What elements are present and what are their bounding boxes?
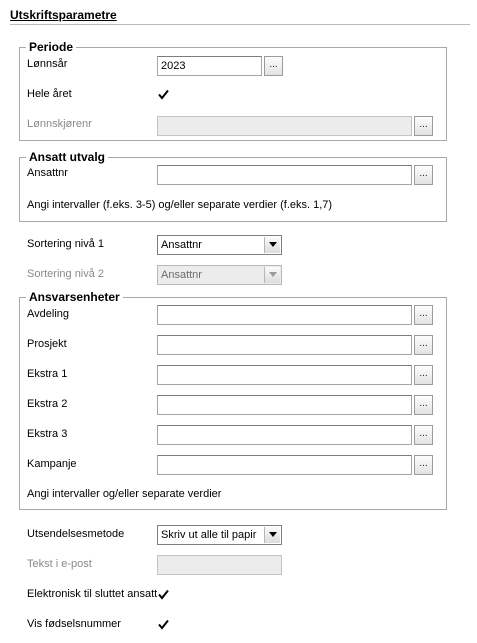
ekstra1-input[interactable] <box>157 365 412 385</box>
epost-input[interactable] <box>157 555 282 575</box>
sortering-niva1-select[interactable] <box>157 235 282 255</box>
hele-aret-label: Hele året <box>27 88 72 100</box>
avdeling-input[interactable] <box>157 305 412 325</box>
avdeling-browse-button[interactable]: ... <box>414 305 433 325</box>
periode-legend: Periode <box>29 40 74 54</box>
sortering-niva2-select[interactable] <box>157 265 282 285</box>
page-title: Utskriftsparametre <box>10 8 117 22</box>
prosjekt-label: Prosjekt <box>27 338 67 350</box>
ekstra1-label: Ekstra 1 <box>27 368 68 380</box>
sortering-niva1-value: Ansattnr <box>161 239 202 251</box>
sortering-niva2-label: Sortering nivå 2 <box>27 268 105 280</box>
ekstra3-browse-button[interactable]: ... <box>414 425 433 445</box>
lonnsar-browse-button[interactable]: ... <box>264 56 283 76</box>
ekstra3-label: Ekstra 3 <box>27 428 68 440</box>
ansatt-legend: Ansatt utvalg <box>29 150 106 164</box>
chevron-down-icon <box>264 237 280 253</box>
hele-aret-checkbox[interactable] <box>157 88 170 101</box>
prosjekt-input[interactable] <box>157 335 412 355</box>
chevron-down-icon <box>264 267 280 283</box>
ekstra2-input[interactable] <box>157 395 412 415</box>
ansvar-hint: Angi intervaller og/eller separate verdier <box>27 488 222 500</box>
avdeling-label: Avdeling <box>27 308 69 320</box>
ansattnr-label: Ansattnr <box>27 167 68 179</box>
kampanje-input[interactable] <box>157 455 412 475</box>
ekstra2-browse-button[interactable]: ... <box>414 395 433 415</box>
utsendelsesmetode-label: Utsendelsesmetode <box>27 528 125 540</box>
ansatt-hint: Angi intervaller (f.eks. 3-5) og/eller separate verdier (f.eks. 1,7) <box>27 199 333 211</box>
utsendelsesmetode-select[interactable] <box>157 525 282 545</box>
elektronisk-checkbox[interactable] <box>157 588 170 601</box>
section-header <box>10 8 470 25</box>
lonnsar-label: Lønnsår <box>27 58 68 70</box>
ansattnr-input[interactable] <box>157 165 412 185</box>
ekstra1-browse-button[interactable]: ... <box>414 365 433 385</box>
lonnskjorenr-label: Lønnskjørenr <box>27 118 92 130</box>
sortering-niva2-value: Ansattnr <box>161 269 202 281</box>
utsendelsesmetode-value: Skriv ut alle til papir <box>161 529 257 541</box>
lonnskjorenr-input[interactable] <box>157 116 412 136</box>
kampanje-label: Kampanje <box>27 458 77 470</box>
fodselsnummer-checkbox[interactable] <box>157 618 170 631</box>
kampanje-browse-button[interactable]: ... <box>414 455 433 475</box>
fodselsnummer-label: Vis fødselsnummer <box>27 618 121 630</box>
prosjekt-browse-button[interactable]: ... <box>414 335 433 355</box>
ekstra2-label: Ekstra 2 <box>27 398 68 410</box>
ansvar-legend: Ansvarsenheter <box>29 290 120 304</box>
ansatt-group <box>19 150 447 222</box>
lonnsar-input[interactable]: 2023 <box>157 56 262 76</box>
sortering-niva1-label: Sortering nivå 1 <box>27 238 105 250</box>
ansattnr-browse-button[interactable]: ... <box>414 165 433 185</box>
epost-label: Tekst i e-post <box>27 558 92 570</box>
chevron-down-icon <box>264 527 280 543</box>
elektronisk-label: Elektronisk til sluttet ansatt <box>27 588 158 600</box>
ekstra3-input[interactable] <box>157 425 412 445</box>
lonnskjorenr-browse-button[interactable]: ... <box>414 116 433 136</box>
